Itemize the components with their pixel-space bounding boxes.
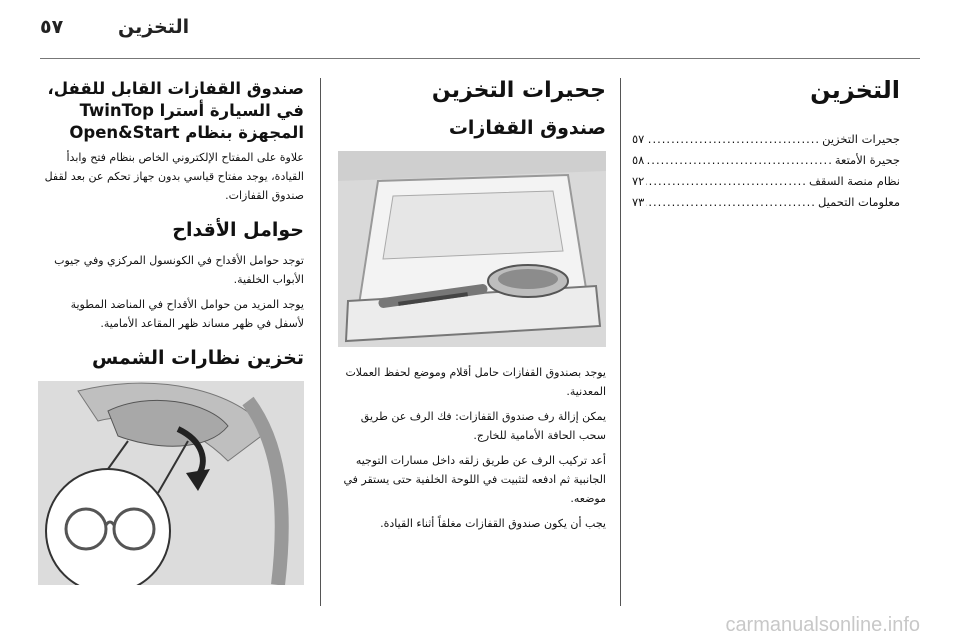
toc-page: ٧٣ [632,195,645,209]
body-text: علاوة على المفتاح الإلكتروني الخاص بنظام فتح وابدأ القيادة، يوجد مفتاح قياسي بدون جهاز تحكم عن بعد لقفل صندوق القفازات. [44,151,304,202]
chapter-title: التخزين [810,76,900,104]
watermark: carmanualsonline.info [725,614,920,636]
body-text: يجب أن يكون صندوق القفازات مغلقاً أثناء القيادة. [380,517,606,530]
lockable-glovebox-heading: صندوق القفازات القابل للقفل، في السيارة أسترا TwinTop المجهزة بنظام Open&Start [47,79,304,142]
body-text: توجد حوامل الأقداح في الكونسول المركزي وفي جيوب الأبواب الخلفية. [54,254,304,286]
sunglasses-photo [38,381,304,585]
toc-item[interactable] [632,153,900,167]
glovebox-illustration [338,151,606,347]
toc-label: معلومات التحميل [817,195,900,209]
toc-item[interactable] [632,132,900,146]
toc-page: ٥٨ [632,153,645,167]
sunglasses-title: تخزين نظارات الشمس [91,347,304,369]
toc-label: نظام منصة السقف [808,174,900,188]
toc-leader [646,132,820,146]
section-title: جحيرات التخزين [431,78,606,103]
toc-item[interactable] [632,195,900,209]
page-number: ٥٧ [40,16,64,38]
body-text: يمكن إزالة رف صندوق القفازات: فك الرف عن طريق سحب الحافة الأمامية للخارج. [360,410,606,442]
chapter-column [632,76,900,216]
sunglasses-illustration [38,381,304,585]
running-title: التخزين [118,16,190,38]
toc-page: ٥٧ [632,132,645,146]
toc-page: ٧٢ [632,174,645,188]
header-rule [40,58,920,59]
glovebox-photo [338,151,606,347]
toc-leader [646,195,816,209]
column-divider-left [320,78,321,606]
lockable-glovebox-column [38,78,304,585]
toc-item[interactable] [632,174,900,188]
cupholders-title: حوامل الأقداح [172,219,304,241]
body-text: يوجد بصندوق القفازات حامل أقلام وموضع لحفظ العملات المعدنية. [345,366,606,398]
toc-leader [646,174,807,188]
toc-leader [646,153,833,167]
body-text: أعد تركيب الرف عن طريق زلقه داخل مسارات التوجيه الجانبية ثم ادفعه لتثبيت في اللوحة الخلفية حتى يستقر في موضعه. [343,454,606,505]
body-text: يوجد المزيد من حوامل الأقداح في المناضد المطوية لأسفل في ظهر مساند ظهر المقاعد الأمامية. [70,298,304,330]
page-header [40,8,920,40]
toc-label: جحيرات التخزين [822,132,900,146]
column-divider-right [620,78,621,606]
storage-column [338,78,606,539]
toc-label: جحيرة الأمتعة [834,153,900,167]
subsection-title: صندوق القفازات [448,117,606,139]
